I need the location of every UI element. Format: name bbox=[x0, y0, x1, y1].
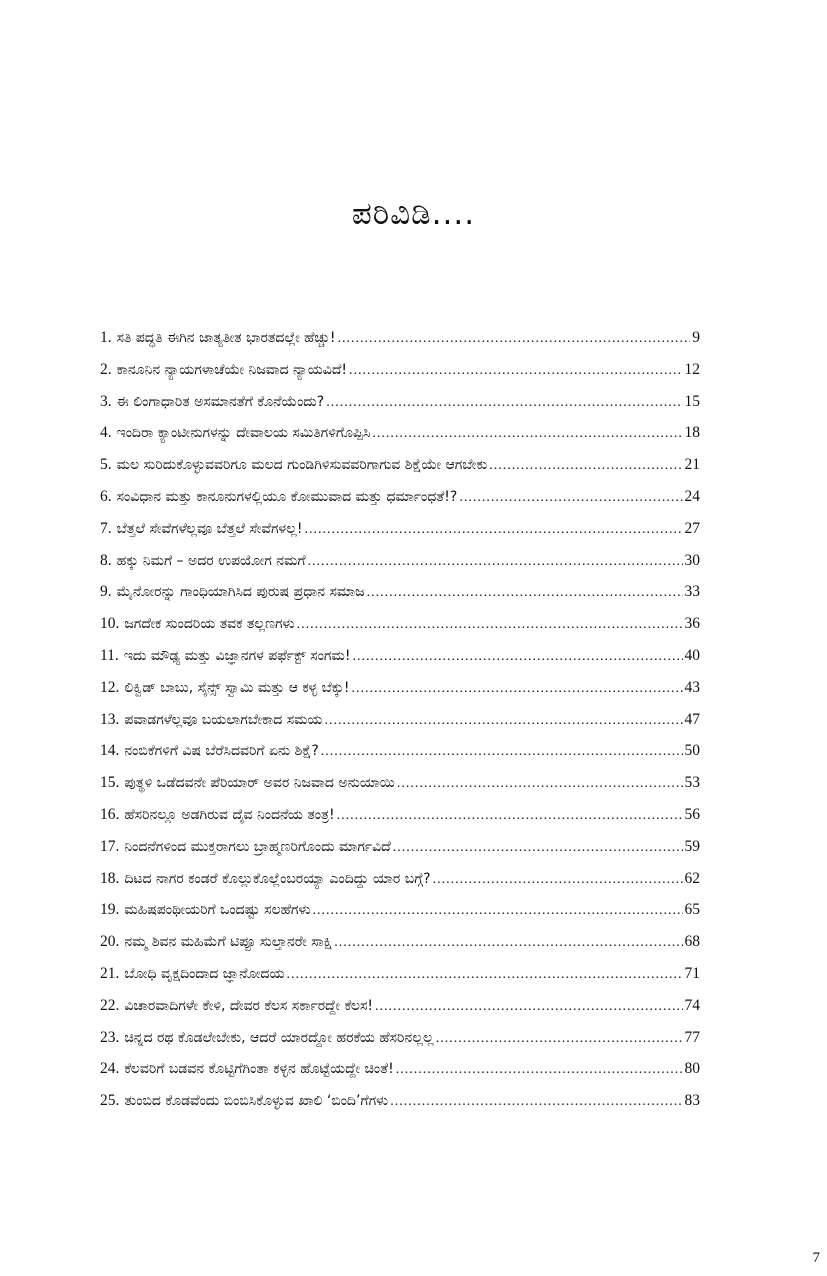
toc-entry-page: 59 bbox=[684, 837, 700, 855]
dot-leader bbox=[396, 1054, 683, 1085]
toc-entry-title: ಮೈನೋರನ್ನು ಗಾಂಧಿಯಾಗಿಸಿದ ಪುರುಷ ಪ್ರಧಾನ ಸಮಾಜ bbox=[116, 584, 365, 601]
toc-entry-page: 33 bbox=[684, 583, 700, 601]
toc-entry-title: ಕಾನೂನಿನ ನ್ಯಾಯಗಳಾಚೆಯೇ ನಿಜವಾದ ನ್ಯಾಯವಿದೆ! bbox=[116, 361, 348, 378]
dot-leader bbox=[367, 577, 683, 608]
toc-entry bbox=[100, 926, 700, 958]
toc-entry-number: 5. bbox=[100, 456, 112, 474]
toc-entry-title: ಕೆಲವರಿಗೆ ಬಡವನ ಕೊಟ್ಟಿಗೆಗಿಂತಾ ಕಳ್ಳನ ಹೊಟ್ಟೆಯದ್ದೇ ಚಿಂತೆ! bbox=[124, 1061, 394, 1078]
toc-entry-title: ಇದು ಮೌಢ್ಯ ಮತ್ತು ವಿಜ್ಞಾನಗಳ ಪರ್ಫೆಕ್ಟ್ ಸಂಗಮ! bbox=[123, 647, 351, 664]
toc-entry bbox=[100, 449, 700, 481]
toc-entry-title: ಮಲ ಸುರಿದುಕೊಳ್ಳುವವರಿಗೂ ಮಲದ ಗುಂಡಿಗಿಳಿಸುವವರಿಗಾಗುವ ಶಿಕ್ಷೆಯೇ ಆಗಬೇಕು bbox=[116, 457, 488, 474]
toc-entry bbox=[100, 576, 700, 608]
toc-entry-page: 27 bbox=[684, 519, 700, 537]
toc-entry bbox=[100, 894, 700, 926]
dot-leader bbox=[305, 514, 683, 545]
toc-entry-page: 50 bbox=[684, 742, 700, 760]
toc-entry-title: ಈ ಲಿಂಗಾಧಾರಿತ ಅಸಮಾನತೆಗೆ ಕೊನೆಯೆಂದು? bbox=[116, 393, 325, 410]
dot-leader bbox=[349, 355, 682, 386]
toc-entry-number: 11. bbox=[100, 646, 119, 664]
page-number: 7 bbox=[812, 1250, 820, 1266]
toc-entry-number: 6. bbox=[100, 487, 112, 505]
toc-entry-title: ನಂಬಿಕೆಗಳಿಗೆ ವಿಷ ಬೆರೆಸಿದವರಿಗೆ ಏನು ಶಿಕ್ಷೆ? bbox=[124, 743, 319, 760]
toc-entry bbox=[100, 608, 700, 640]
toc-entry bbox=[100, 513, 700, 545]
dot-leader bbox=[286, 959, 682, 990]
toc-entry-number: 21. bbox=[100, 964, 120, 982]
toc-entry-page: 62 bbox=[684, 869, 700, 887]
toc-entry-number: 19. bbox=[100, 901, 120, 919]
toc-entry-page: 21 bbox=[684, 456, 700, 474]
toc-entry bbox=[100, 1085, 700, 1117]
toc-entry-title: ಲಿಕ್ವಿಡ್ ಬಾಬು, ಸೈನ್ಸ್ ಸ್ವಾಮಿ ಮತ್ತು ಆ ಕಳ್ಳ ಬೆಕ್ಕು! bbox=[124, 679, 350, 696]
toc-entry-number: 25. bbox=[100, 1092, 120, 1110]
toc-entry-page: 68 bbox=[684, 933, 700, 951]
toc-entry-title: ನಿಂದನೆಗಳಿಂದ ಮುಕ್ತರಾಗಲು ಬ್ರಾಹ್ಮಣರಿಗೊಂದು ಮಾರ್ಗವಿದೆ bbox=[124, 838, 391, 855]
toc-entry-number: 14. bbox=[100, 742, 120, 760]
dot-leader bbox=[308, 546, 683, 577]
toc-entry bbox=[100, 1053, 700, 1085]
toc-entry-title: ವಿಚಾರವಾದಿಗಳೇ ಕೇಳಿ, ದೇವರ ಕೆಲಸ ಸರ್ಕಾರದ್ದೇ ಕೆಲಸ! bbox=[124, 997, 374, 1014]
toc-entry-title: ಬೆತ್ತಲೆ ಸೇವೆಗಳೆಲ್ಲವೂ ಬೆತ್ತಲೆ ಸೇವೆಗಳಲ್ಲ! bbox=[116, 520, 303, 537]
toc-entry-title: ಮಹಿಷಪಂಥೀಯರಿಗೆ ಒಂದಷ್ಟು ಸಲಹೆಗಳು bbox=[124, 902, 311, 919]
toc-entry-number: 10. bbox=[100, 615, 120, 633]
toc-entry bbox=[100, 640, 700, 672]
toc-entry-number: 17. bbox=[100, 837, 120, 855]
toc-entry-page: 47 bbox=[684, 710, 700, 728]
dot-leader bbox=[297, 609, 683, 640]
dot-leader bbox=[397, 768, 683, 799]
toc-entry-number: 18. bbox=[100, 869, 120, 887]
toc-entry bbox=[100, 863, 700, 895]
toc-entry-title: ತುಂಬಿದ ಕೊಡವೆಂದು ಬಿಂಬಿಸಿಕೊಳ್ಳುವ ಖಾಲಿ ‘ಬಿಂದಿ’ಗೆಗಳು bbox=[124, 1093, 389, 1110]
toc-entry-page: 77 bbox=[684, 1028, 700, 1046]
toc-entry-title: ನಮ್ಮ ಶಿವನ ಮಹಿಮೆಗೆ ಟಿಪ್ಪೂ ಸುಲ್ತಾನರೇ ಸಾಕ್ಷಿ bbox=[124, 934, 333, 951]
dot-leader bbox=[436, 1023, 683, 1054]
toc-entry bbox=[100, 704, 700, 736]
dot-leader bbox=[352, 641, 682, 672]
toc-entry-number: 23. bbox=[100, 1028, 120, 1046]
dot-leader bbox=[334, 927, 682, 958]
toc-entry-title: ಪವಾಡಗಳೆಲ್ಲವೂ ಬಯಲಾಗಬೇಕಾದ ಸಮಯ bbox=[124, 711, 323, 728]
dot-leader bbox=[337, 800, 683, 831]
toc-entry-title: ಜಗದೇಕ ಸುಂದರಿಯ ತವಕ ತಲ್ಲಣಗಳು bbox=[124, 616, 295, 633]
toc-entry-number: 4. bbox=[100, 424, 112, 442]
toc-entry-title: ಚಿನ್ನದ ರಥ ಕೊಡಲೇಬೇಕು, ಆದರೆ ಯಾರದ್ದೋ ಹರಕೆಯ ಹೆಸರಿನಲ್ಲಲ್ಲ bbox=[124, 1029, 434, 1046]
toc-entry-title: ಸತಿ ಪದ್ಧತಿ ಈಗಿನ ಜಾತ್ಯತೀತ ಭಾರತದಲ್ಲೇ ಹೆಚ್ಚು! bbox=[116, 330, 336, 346]
toc-entry bbox=[100, 831, 700, 863]
dot-leader bbox=[351, 673, 682, 704]
toc-entry-page: 71 bbox=[684, 964, 700, 982]
dot-leader bbox=[321, 736, 683, 767]
toc-entry bbox=[100, 958, 700, 990]
toc-entry-page: 74 bbox=[684, 996, 700, 1014]
toc-entry bbox=[100, 767, 700, 799]
toc-entry-title: ಬೋಧಿ ವೃಕ್ಷದಿಂದಾದ ಜ್ಞಾನೋದಯ bbox=[124, 965, 285, 982]
toc-entry-number: 16. bbox=[100, 805, 120, 823]
toc-entry-number: 3. bbox=[100, 392, 112, 410]
toc-entry-page: 12 bbox=[684, 360, 700, 378]
dot-leader bbox=[489, 450, 682, 481]
toc-entry bbox=[100, 481, 700, 513]
toc-entry-page: 40 bbox=[684, 646, 700, 664]
toc-entry-page: 56 bbox=[684, 805, 700, 823]
toc-entry-number: 22. bbox=[100, 996, 120, 1014]
toc-entry-number: 12. bbox=[100, 678, 120, 696]
toc-entry-number: 13. bbox=[100, 710, 120, 728]
page-title: ಪರಿವಿಡಿ.... bbox=[351, 196, 476, 232]
toc-entry bbox=[100, 354, 700, 386]
toc-entry-title: ಇಂದಿರಾ ಕ್ಯಾಂಟೀನುಗಳನ್ನು ದೇವಾಲಯ ಸಮಿತಿಗಳಿಗೊಪ್ಪಿಸಿ bbox=[116, 425, 371, 442]
toc-entry bbox=[100, 545, 700, 577]
dot-leader bbox=[326, 387, 682, 418]
toc-entry-title: ಹೆಸರಿನಲ್ಲೂ ಅಡಗಿರುವ ದೈವ ನಿಂದನೆಯ ತಂತ್ರ! bbox=[124, 806, 335, 823]
toc-entry-title: ಹಕ್ಕು ನಿಮಗೆ – ಅದರ ಉಪಯೋಗ ನಮಗೆ bbox=[116, 552, 306, 569]
dot-leader bbox=[433, 864, 683, 895]
toc-entry bbox=[100, 735, 700, 767]
toc-entry-page: 53 bbox=[684, 774, 700, 792]
toc-entry-page: 83 bbox=[684, 1092, 700, 1110]
toc-entry-page: 9 bbox=[692, 329, 700, 346]
toc-entry-page: 65 bbox=[684, 901, 700, 919]
toc-entry bbox=[100, 322, 700, 354]
dot-leader bbox=[324, 705, 682, 736]
toc-entry bbox=[100, 990, 700, 1022]
toc-entry-number: 1. bbox=[100, 329, 112, 346]
dot-leader bbox=[375, 991, 682, 1022]
toc-entry-number: 8. bbox=[100, 551, 112, 569]
toc-entry-page: 24 bbox=[684, 487, 700, 505]
toc-entry bbox=[100, 799, 700, 831]
toc-entry-page: 18 bbox=[684, 424, 700, 442]
dot-leader bbox=[313, 895, 683, 926]
toc-entry bbox=[100, 417, 700, 449]
toc-entry-number: 7. bbox=[100, 519, 112, 537]
toc-entry-page: 36 bbox=[684, 615, 700, 633]
dot-leader bbox=[337, 323, 690, 354]
toc-entry-page: 80 bbox=[684, 1060, 700, 1078]
toc-entry bbox=[100, 1022, 700, 1054]
dot-leader bbox=[390, 1086, 682, 1117]
toc-entry-page: 43 bbox=[684, 678, 700, 696]
toc-entry-number: 15. bbox=[100, 774, 120, 792]
toc-entry-number: 20. bbox=[100, 933, 120, 951]
toc-entry bbox=[100, 386, 700, 418]
toc-entry-number: 9. bbox=[100, 583, 112, 601]
toc-entry bbox=[100, 672, 700, 704]
toc-entry-title: ದಿಟದ ನಾಗರ ಕಂಡರೆ ಕೊಲ್ಲುಕೊಲ್ಲೆಂಬರಯ್ಯಾ ಎಂದಿದ್ದು ಯಾರ ಬಗ್ಗೆ? bbox=[124, 870, 431, 887]
toc-entry-page: 30 bbox=[684, 551, 700, 569]
dot-leader bbox=[372, 418, 682, 449]
toc-entry-page: 15 bbox=[684, 392, 700, 410]
dot-leader bbox=[393, 832, 683, 863]
dot-leader bbox=[459, 482, 682, 513]
toc-entry-number: 2. bbox=[100, 360, 112, 378]
toc-entry-title: ಸಂವಿಧಾನ ಮತ್ತು ಕಾನೂನುಗಳಲ್ಲಿಯೂ ಕೋಮುವಾದ ಮತ್ತು ಧರ್ಮಾಂಧತೆ!? bbox=[116, 488, 458, 505]
toc-entry-title: ಪುತ್ಥಳಿ ಒಡೆದವನೇ ಪೆರಿಯಾರ್ ಅವರ ನಿಜವಾದ ಅನುಯಾಯಿ bbox=[124, 775, 395, 792]
table-of-contents bbox=[100, 322, 700, 1117]
toc-entry-number: 24. bbox=[100, 1060, 120, 1078]
